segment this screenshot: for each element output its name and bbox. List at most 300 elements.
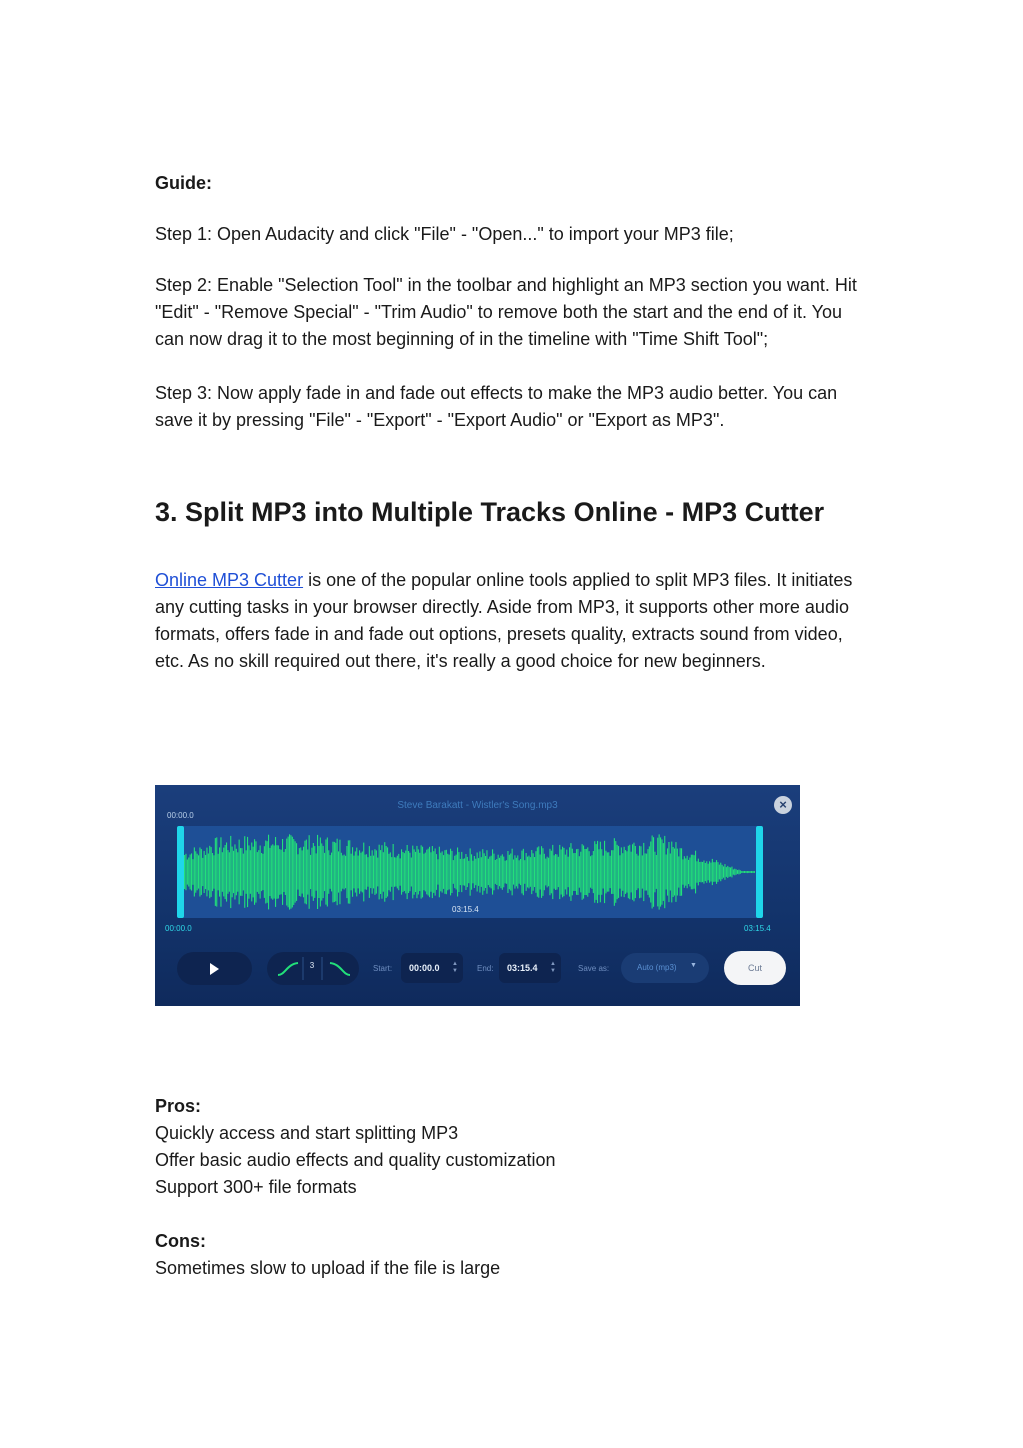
waveform-bar (458, 852, 459, 892)
waveform-bar (425, 853, 426, 892)
waveform-bar (727, 866, 728, 878)
waveform-bar (321, 843, 322, 900)
waveform-bar (747, 871, 748, 873)
waveform-bar (359, 850, 360, 894)
waveform-bar (335, 843, 336, 902)
waveform-bar (741, 871, 742, 873)
waveform-bar (547, 857, 548, 888)
waveform-bar (296, 843, 297, 901)
waveform-bar (306, 840, 307, 905)
waveform-bar (660, 837, 661, 906)
waveform-bar (362, 852, 363, 893)
waveform-bar (548, 858, 549, 887)
waveform-bar (507, 851, 508, 893)
waveform-bar (229, 852, 230, 891)
waveform-bar (373, 856, 374, 889)
waveform-bar (493, 854, 494, 891)
waveform-bar (323, 846, 324, 898)
waveform-bar (253, 847, 254, 898)
waveform-bar (678, 856, 679, 887)
end-value: 03:15.4 (507, 963, 538, 973)
cut-button[interactable]: Cut (724, 951, 786, 985)
waveform-bar (444, 850, 445, 894)
save-as-dropdown[interactable] (621, 953, 709, 983)
waveform-bar (391, 857, 392, 887)
waveform-bar (300, 847, 301, 896)
waveform-bar (528, 856, 529, 889)
waveform-bar (292, 837, 293, 908)
waveform-bar (563, 848, 564, 896)
waveform-bar (519, 860, 520, 883)
waveform-bar (411, 858, 412, 887)
waveform-bar (618, 846, 619, 898)
pros-cons-block (155, 1093, 875, 1282)
waveform-bar (407, 845, 408, 899)
waveform-bar (638, 856, 639, 889)
save-as-label: Save as: (578, 964, 610, 973)
waveform-bar (260, 846, 261, 899)
waveform-bar (288, 837, 289, 908)
end-input[interactable] (499, 953, 561, 983)
waveform-bar (199, 848, 200, 897)
waveform-bar (654, 852, 655, 893)
waveform-bar (631, 852, 632, 893)
waveform-bar (577, 849, 578, 895)
waveform-bar (724, 864, 725, 880)
waveform-bar (667, 848, 668, 895)
waveform-bar (461, 852, 462, 892)
waveform-bar (339, 840, 340, 905)
pros-heading: Pros: (155, 1096, 202, 1116)
waveform-bar (611, 850, 612, 894)
waveform-bar (502, 854, 503, 890)
waveform-bar (514, 855, 515, 888)
waveform-bar (318, 846, 319, 898)
waveform-bar (328, 850, 329, 894)
waveform-bar (565, 855, 566, 890)
waveform-bar (213, 855, 214, 888)
step-1: Step 1: Open Audacity and click "File" - "Open..." to import your MP3 file; (155, 224, 734, 244)
waveform-bar (251, 843, 252, 902)
waveform-bar (421, 845, 422, 898)
waveform-bar (289, 834, 290, 909)
waveform-bar (281, 850, 282, 895)
cons-item: Sometimes slow to upload if the file is large (155, 1258, 501, 1278)
waveform-bar (598, 849, 599, 895)
waveform-bar (701, 862, 702, 883)
waveform-bar (674, 849, 675, 896)
end-label: End: (477, 964, 494, 973)
waveform-bar (705, 863, 706, 881)
waveform-bar (351, 854, 352, 891)
waveform-bar (363, 843, 364, 902)
waveform-bar (243, 854, 244, 891)
waveform-bar (297, 854, 298, 889)
waveform-bar (689, 858, 690, 887)
waveform-bar (430, 852, 431, 891)
waveform-bar (439, 847, 440, 898)
save-as-value: Auto (mp3) (637, 963, 677, 972)
waveform-bar (426, 850, 427, 895)
waveform-bar (465, 854, 466, 890)
waveform-bar (408, 851, 409, 893)
waveform-bar (576, 849, 577, 895)
end-stepper-icon[interactable]: ▲ ▼ (550, 961, 556, 974)
waveform-bar (527, 857, 528, 888)
waveform-bar (596, 844, 597, 900)
waveform-bar (314, 846, 315, 898)
waveform-bar (503, 857, 504, 888)
waveform-bar (624, 847, 625, 897)
pros-item: Quickly access and start splitting MP3 (155, 1123, 459, 1143)
waveform-bar (446, 850, 447, 894)
waveform-bar (337, 839, 338, 906)
waveform-bar (575, 853, 576, 891)
cons-heading: Cons: (155, 1231, 206, 1251)
waveform-bar (265, 841, 266, 904)
waveform-bar (358, 856, 359, 889)
waveform-bar (587, 847, 588, 896)
waveform-bar (234, 844, 235, 899)
waveform-bar (468, 861, 469, 883)
waveform-bar (303, 847, 304, 898)
waveform-bar (239, 840, 240, 905)
waveform-bar (523, 849, 524, 895)
waveform-bar (643, 843, 644, 901)
waveform-bar (233, 851, 234, 893)
waveform-bar (752, 871, 753, 873)
waveform-bar (258, 850, 259, 894)
waveform-bar (556, 854, 557, 889)
waveform-bar (197, 854, 198, 891)
waveform-bar (625, 850, 626, 894)
waveform-bar (474, 856, 475, 888)
waveform-bar (325, 840, 326, 905)
waveform-bar (185, 854, 186, 890)
waveform-bar (257, 852, 258, 892)
waveform-bar (495, 860, 496, 884)
waveform-bar (184, 855, 185, 889)
waveform-bar (621, 847, 622, 896)
intro-text: is one of the popular online tools applied to split MP3 files. It initiates any cutting tasks in your browser directly. Aside from MP3, it supports other more audio formats, offers fade in and fade out options, presets quality, extracts sound from video, etc. As no skill required out there, it's really a good choice for new beginners. (155, 570, 853, 671)
waveform-bar (429, 847, 430, 897)
waveform-bar (215, 838, 216, 906)
waveform-bar (593, 851, 594, 893)
close-icon[interactable]: × (774, 796, 792, 814)
waveform-bar (636, 854, 637, 890)
waveform-bar (397, 856, 398, 889)
waveform-bar (248, 845, 249, 898)
waveform-bar (544, 854, 545, 890)
waveform-bar (668, 842, 669, 902)
waveform-bar (566, 850, 567, 895)
waveform-bar (401, 849, 402, 894)
waveform-bar (330, 855, 331, 889)
waveform-bar (467, 857, 468, 887)
waveform-bar (656, 855, 657, 889)
waveform-bar (734, 869, 735, 876)
waveform-bar (370, 856, 371, 888)
waveform-bar (202, 858, 203, 886)
waveform-bar (717, 862, 718, 882)
waveform-bar (485, 856, 486, 888)
waveform-bar (267, 841, 268, 903)
waveform-bar (723, 866, 724, 877)
time-start-top: 00:00.0 (167, 811, 194, 820)
waveform-bar (505, 861, 506, 884)
waveform-bar (418, 849, 419, 894)
waveform-bar (334, 842, 335, 902)
waveform-bar (464, 858, 465, 885)
waveform-bar (731, 867, 732, 878)
start-label: Start: (373, 964, 393, 973)
waveform-bar (316, 853, 317, 890)
waveform-bar (572, 849, 573, 896)
waveform-bar (290, 835, 291, 909)
waveform-bar (208, 854, 209, 891)
waveform-bar (478, 858, 479, 886)
waveform-bar (663, 843, 664, 901)
guide-heading: Guide: (155, 173, 212, 193)
waveform-bar (283, 852, 284, 892)
waveform-bar (432, 846, 433, 898)
waveform-bar (240, 848, 241, 896)
waveform-bar (451, 851, 452, 893)
waveform-bar (531, 850, 532, 894)
waveform-bar (383, 852, 384, 892)
waveform-bar (545, 859, 546, 886)
waveform-bar (629, 845, 630, 899)
waveform-bar (554, 855, 555, 888)
waveform-bar (360, 853, 361, 892)
waveform-bar (681, 848, 682, 895)
waveform-bar (640, 846, 641, 897)
waveform-bar (712, 859, 713, 885)
waveform-bar (198, 855, 199, 888)
waveform-bar (682, 859, 683, 884)
waveform-bar (632, 844, 633, 900)
waveform-bar (635, 846, 636, 898)
waveform-bar (191, 853, 192, 890)
waveform-bar (423, 854, 424, 891)
waveform-bar (211, 847, 212, 897)
waveform-bar (745, 871, 746, 873)
waveform-bar (573, 853, 574, 891)
waveform-bar (309, 835, 310, 909)
play-button[interactable] (177, 952, 252, 985)
waveform-bar (716, 860, 717, 884)
waveform-bar (496, 859, 497, 885)
waveform-bar (282, 839, 283, 905)
section-intro (155, 567, 875, 675)
waveform-bar (568, 857, 569, 888)
waveform-bar (710, 863, 711, 882)
waveform-bar (561, 850, 562, 895)
waveform-bar (236, 849, 237, 896)
waveform-bar (479, 851, 480, 892)
time-end-bottom: 03:15.4 (744, 924, 771, 933)
waveform-bar (376, 850, 377, 893)
waveform-bar (209, 846, 210, 898)
waveform-bar (482, 849, 483, 895)
waveform-bar (457, 848, 458, 897)
waveform-bar (415, 852, 416, 892)
waveform-bar (345, 856, 346, 888)
waveform-bar (279, 849, 280, 895)
waveform-bar (570, 843, 571, 901)
waveform-bar (744, 871, 745, 873)
waveform-bar (666, 855, 667, 890)
waveform-bar (737, 870, 738, 874)
waveform-bar (677, 849, 678, 896)
waveform-bar (443, 855, 444, 889)
waveform-bar (366, 854, 367, 890)
waveform-bar (579, 856, 580, 888)
start-handle[interactable] (177, 826, 184, 918)
waveform-bar (447, 854, 448, 891)
waveform-bar (442, 851, 443, 892)
waveform-bar (652, 836, 653, 909)
pros-item: Support 300+ file formats (155, 1177, 357, 1197)
waveform-bar (440, 853, 441, 892)
waveform-bar (736, 869, 737, 874)
waveform-bar (348, 840, 349, 903)
waveform-area[interactable] (178, 826, 762, 918)
waveform-bar (657, 838, 658, 907)
waveform-bar (659, 834, 660, 909)
waveform-bar (537, 847, 538, 896)
waveform-bar (684, 856, 685, 888)
waveform-bar (542, 848, 543, 896)
waveform-bar (498, 855, 499, 890)
waveform-bar (590, 856, 591, 888)
waveform-bar (405, 851, 406, 894)
waveform-bar (204, 851, 205, 893)
waveform-bar (327, 838, 328, 907)
waveform-bar (555, 854, 556, 890)
waveform-bar (691, 855, 692, 890)
fade-in-icon[interactable] (277, 961, 299, 977)
waveform-bar (237, 852, 238, 891)
waveform-bar (614, 838, 615, 906)
selection-duration: 03:15.4 (452, 905, 479, 914)
waveform-bar (615, 841, 616, 903)
waveform-bar (332, 842, 333, 903)
waveform-bar (187, 860, 188, 885)
start-stepper-icon[interactable]: ▲ ▼ (452, 961, 458, 974)
waveform-bar (313, 843, 314, 901)
waveform-bar (190, 855, 191, 890)
waveform-bar (353, 856, 354, 889)
waveform-bar (402, 852, 403, 892)
waveform-bar (352, 847, 353, 897)
waveform-bar (419, 853, 420, 891)
waveform-bar (551, 851, 552, 894)
waveform-bar (750, 871, 751, 873)
waveform-bar (264, 846, 265, 898)
fade-out-icon[interactable] (329, 961, 351, 977)
waveform-bar (558, 857, 559, 887)
waveform-bar (713, 862, 714, 882)
waveform-bar (226, 843, 227, 902)
waveform-bar (188, 858, 189, 887)
waveform-bar (696, 861, 697, 882)
waveform-bar (680, 848, 681, 896)
waveform-bar (475, 859, 476, 886)
waveform-bar (450, 849, 451, 896)
waveform-bar (395, 858, 396, 887)
waveform-bar (412, 846, 413, 899)
waveform-bar (367, 857, 368, 887)
waveform-bar (754, 871, 755, 873)
waveform-bar (688, 860, 689, 884)
waveform-bar (512, 849, 513, 896)
waveform-bar (244, 836, 245, 908)
waveform-bar (607, 852, 608, 891)
end-handle[interactable] (756, 826, 763, 918)
waveform-bar (212, 853, 213, 891)
waveform-bar (670, 854, 671, 891)
waveform-bar (622, 853, 623, 891)
online-mp3-cutter-link[interactable]: Online MP3 Cutter (155, 570, 304, 590)
waveform-bar (394, 857, 395, 887)
waveform-bar (722, 865, 723, 879)
waveform-bar (633, 843, 634, 902)
waveform-bar (685, 858, 686, 885)
waveform-bar (586, 849, 587, 895)
waveform-bar (583, 846, 584, 899)
waveform-bar (409, 853, 410, 892)
waveform-bar (317, 835, 318, 909)
waveform-bar (484, 853, 485, 890)
waveform-bar (491, 856, 492, 889)
waveform-bar (275, 837, 276, 907)
waveform-bar (416, 846, 417, 898)
waveform-bar (268, 835, 269, 910)
waveform-bar (695, 851, 696, 894)
waveform-bar (486, 850, 487, 894)
waveform-bar (610, 856, 611, 888)
waveform-bar (381, 845, 382, 899)
waveform-bar (605, 851, 606, 894)
waveform-bar (460, 859, 461, 885)
waveform-bar (580, 852, 581, 893)
step-2: Step 2: Enable "Selection Tool" in the toolbar and highlight an MP3 section you want. Hit "Edit" - "Remove Special" - "Trim Audio" to remove both the start and the end of it. You can now drag it to the most beginning of in the timeline with "Time Shift Tool"; (155, 275, 857, 349)
waveform-bar (488, 859, 489, 885)
waveform-bar (589, 851, 590, 893)
waveform-bar (374, 849, 375, 895)
waveform-bar (698, 859, 699, 886)
waveform-bar (293, 839, 294, 905)
waveform-bar (702, 862, 703, 882)
waveform-bar (738, 870, 739, 875)
waveform-bar (649, 846, 650, 897)
waveform-bar (477, 853, 478, 892)
waveform-bar (534, 857, 535, 887)
waveform-bar (307, 850, 308, 895)
waveform-bar (192, 859, 193, 885)
waveform-bar (538, 846, 539, 897)
waveform-bar (604, 841, 605, 903)
time-start-bottom: 00:00.0 (165, 924, 192, 933)
waveform-bar (687, 856, 688, 888)
waveform-bar (510, 854, 511, 891)
start-input[interactable] (401, 953, 463, 983)
fade-value[interactable]: 3 (309, 961, 315, 970)
waveform-bar (642, 855, 643, 888)
waveform-bar (720, 863, 721, 882)
waveform-bar (453, 860, 454, 884)
